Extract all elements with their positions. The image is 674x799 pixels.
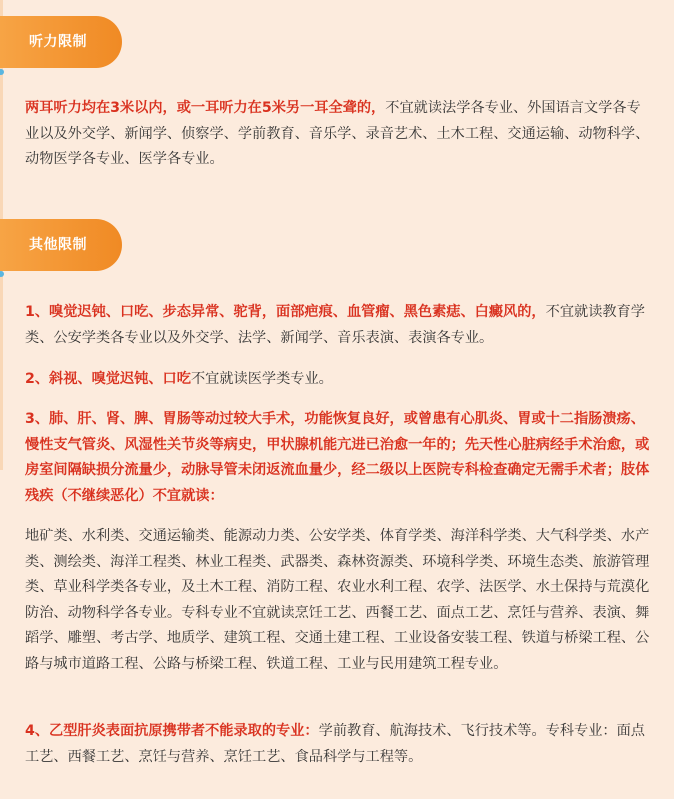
- timeline-dot-icon: [0, 69, 4, 75]
- paragraph-highlight: 两耳听力均在3米以内，或一耳听力在5米另一耳全聋的，: [25, 100, 386, 116]
- paragraph-text: 地矿类、水利类、交通运输类、能源动力类、公安学类、体育学类、海洋科学类、大气科学类、水产类、测绘类、海洋工程类、林业工程类、武器类、森林资源类、环境科学类、环境生态类、旅游管理类、草业科学类各专业，及土木工程、消防工程、农业水利工程、农学、法医学、水土保持与荒漠化防治、动物科学各专业。专科专业不宜就读烹饪工艺、西餐工艺、面点工艺、烹饪与营养、表演、舞蹈学、雕塑、考古学、地质学、建筑工程、交通土建工程、工业设备安装工程、铁道与桥梁工程、公路与城市道路工程、公路与桥梁工程、铁道工程、工业与民用建筑工程专业。: [25, 528, 650, 672]
- paragraph-text: 学前教育、航海技术、飞行技术等。专科专业：面点工艺、西餐工艺、烹饪与营养、烹饪工艺、食品科学与工程等。: [25, 723, 645, 765]
- paragraph-text: 不宜就读法学各专业、外国语言文学各专业以及外交学、新闻学、侦察学、学前教育、音乐学、录音艺术、土木工程、交通运输、动物科学、动物医学各专业、医学各专业。: [25, 100, 650, 167]
- paragraph-highlight: 2、斜视、嗅觉迟钝、口吃: [25, 371, 191, 387]
- section-tag-hearing: 听力限制: [0, 16, 122, 68]
- section-tag-other: 其他限制: [0, 219, 122, 271]
- paragraph-highlight: 4、乙型肝炎表面抗原携带者不能录取的专业：: [25, 723, 319, 739]
- paragraph-highlight: 1、嗅觉迟钝、口吃、步态异常、驼背，面部疤痕、血管瘤、黑色素痣、白癜风的，: [25, 304, 546, 320]
- timeline-dot-icon: [0, 271, 4, 277]
- other-item-3: [25, 407, 653, 509]
- other-item-3-list: [25, 524, 653, 677]
- other-item-2: [25, 367, 653, 393]
- paragraph-text: 不宜就读教育学类、公安学类各专业以及外交学、法学、新闻学、音乐表演、表演各专业。: [25, 304, 645, 346]
- paragraph-text: 不宜就读医学类专业。: [190, 371, 333, 387]
- other-item-1: [25, 300, 653, 351]
- paragraph-highlight: 3、肺、肝、肾、脾、胃肠等动过较大手术，功能恢复良好，或曾患有心肌炎、胃或十二指肠溃疡、慢性支气管炎、风湿性关节炎等病史，甲状腺机能亢进已治愈一年的；先天性心脏病经手术治愈，或房室间隔缺损分流量少，动脉导管未闭返流血量少，经二级以上医院专科检查确定无需手术者；肢体残疾（不继续恶化）不宜就读：: [25, 411, 650, 504]
- other-item-4: [25, 719, 653, 770]
- hearing-paragraph: [25, 96, 653, 173]
